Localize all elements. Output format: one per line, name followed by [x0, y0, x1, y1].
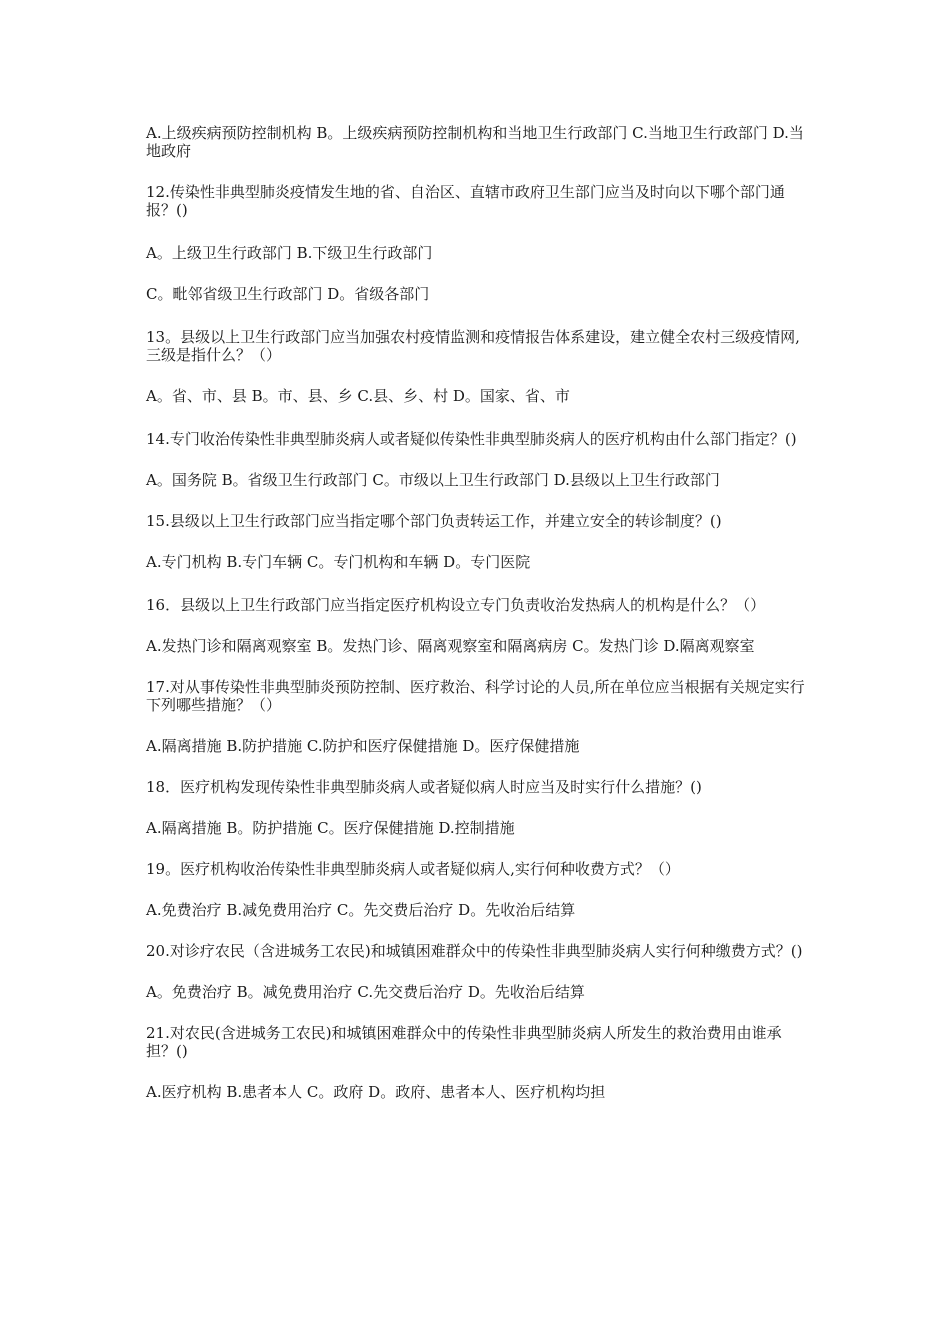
answer-options: A.上级疾病预防控制机构 B。上级疾病预防控制机构和当地卫生行政部门 C.当地卫生行政部门 D.当地政府: [146, 124, 804, 160]
answer-options: C。毗邻省级卫生行政部门 D。省级各部门: [146, 285, 430, 303]
question-text: 15.县级以上卫生行政部门应当指定哪个部门负责转运工作，并建立安全的转诊制度？(): [146, 512, 722, 530]
answer-options: A.发热门诊和隔离观察室 B。发热门诊、隔离观察室和隔离病房 C。发热门诊 D.隔离观察室: [146, 637, 755, 655]
question-text: 20.对诊疗农民（含进城务工农民)和城镇困难群众中的传染性非典型肺炎病人实行何种缴费方式？(): [146, 942, 803, 960]
question-text: 17.对从事传染性非典型肺炎预防控制、医疗救治、科学讨论的人员,所在单位应当根据有关规定实行下列哪些措施？（）: [146, 678, 805, 714]
question-text: 14.专门收治传染性非典型肺炎病人或者疑似传染性非典型肺炎病人的医疗机构由什么部门指定？(): [146, 430, 797, 448]
question-text: 21.对农民(含进城务工农民)和城镇困难群众中的传染性非典型肺炎病人所发生的救治费用由谁承担？(): [146, 1024, 782, 1060]
question-text: 13。县级以上卫生行政部门应当加强农村疫情监测和疫情报告体系建设，建立健全农村三级疫情网,三级是指什么？（）: [146, 328, 800, 364]
answer-options: A。上级卫生行政部门 B.下级卫生行政部门: [146, 244, 433, 262]
question-text: 19。医疗机构收治传染性非典型肺炎病人或者疑似病人,实行何种收费方式？（）: [146, 860, 680, 878]
answer-options: A.医疗机构 B.患者本人 C。政府 D。政府、患者本人、医疗机构均担: [146, 1083, 606, 1101]
answer-options: A.隔离措施 B。防护措施 C。医疗保健措施 D.控制措施: [146, 819, 515, 837]
answer-options: A.专门机构 B.专门车辆 C。专门机构和车辆 D。专门医院: [146, 553, 531, 571]
document-page: [146, 124, 810, 1124]
answer-options: A。免费治疗 B。减免费用治疗 C.先交费后治疗 D。先收治后结算: [146, 983, 585, 1001]
answer-options: A.隔离措施 B.防护措施 C.防护和医疗保健措施 D。医疗保健措施: [146, 737, 580, 755]
question-text: 12.传染性非典型肺炎疫情发生地的省、自治区、直辖市政府卫生部门应当及时向以下哪个部门通报？(): [146, 183, 785, 219]
question-text: 18．医疗机构发现传染性非典型肺炎病人或者疑似病人时应当及时实行什么措施？(): [146, 778, 702, 796]
answer-options: A。国务院 B。省级卫生行政部门 C。市级以上卫生行政部门 D.县级以上卫生行政部门: [146, 471, 720, 489]
question-text: 16．县级以上卫生行政部门应当指定医疗机构设立专门负责收治发热病人的机构是什么？（）: [146, 596, 766, 614]
answer-options: A.免费治疗 B.减免费用治疗 C。先交费后治疗 D。先收治后结算: [146, 901, 576, 919]
answer-options: A。省、市、县 B。市、县、乡 C.县、乡、村 D。国家、省、市: [146, 387, 570, 405]
